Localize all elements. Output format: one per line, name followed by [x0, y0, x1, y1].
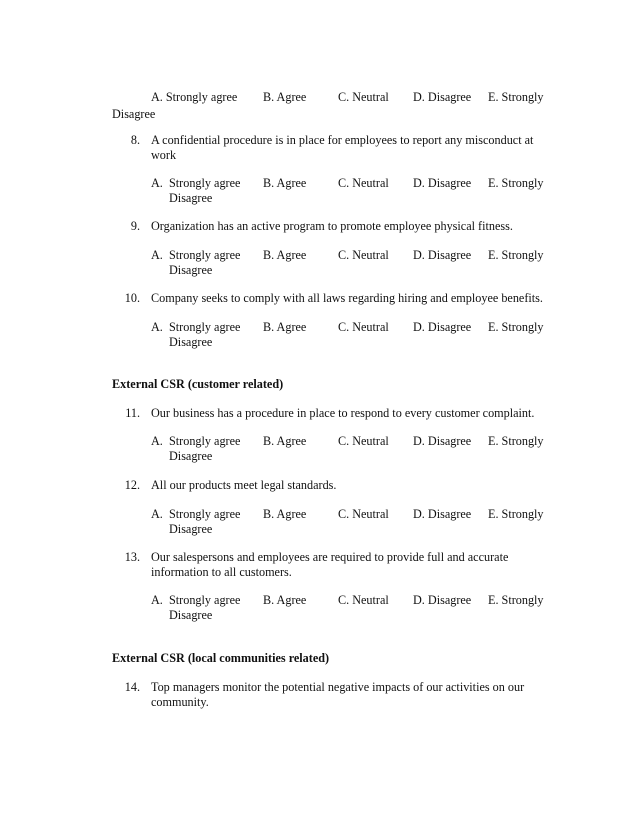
option-agree: B. Agree — [263, 320, 307, 334]
option-strongly-disagree-cont: Disagree — [169, 263, 213, 277]
option-strongly-disagree-cont: Disagree — [112, 107, 156, 121]
option-disagree: D. Disagree — [413, 507, 472, 521]
option-strongly-disagree: E. Strongly — [488, 320, 544, 334]
option-strongly-disagree-cont: Disagree — [169, 335, 213, 349]
option-strongly-agree: Strongly agree — [169, 434, 241, 448]
option-letter-a: A. — [151, 176, 163, 190]
question-text: Organization has an active program to promote employee physical fitness. — [151, 219, 513, 233]
option-agree: B. Agree — [263, 434, 307, 448]
option-strongly-disagree: E. Strongly — [488, 434, 544, 448]
question-number: 13. — [124, 550, 140, 564]
section-heading-community: External CSR (local communities related) — [112, 651, 330, 665]
question-number: 12. — [124, 478, 140, 492]
option-strongly-disagree: E. Strongly — [488, 176, 544, 190]
option-neutral: C. Neutral — [338, 593, 389, 607]
option-agree: B. Agree — [263, 176, 307, 190]
option-neutral: C. Neutral — [338, 320, 389, 334]
question-text: Company seeks to comply with all laws regarding hiring and employee benefits. — [151, 291, 543, 305]
option-disagree: D. Disagree — [413, 593, 472, 607]
question-text-cont: community. — [151, 695, 209, 709]
option-strongly-disagree: E. Strongly — [488, 248, 544, 262]
option-letter-a: A. — [151, 434, 163, 448]
option-strongly-agree: Strongly agree — [169, 593, 241, 607]
option-neutral: C. Neutral — [338, 507, 389, 521]
question-text-cont: information to all customers. — [151, 565, 292, 579]
option-agree: B. Agree — [263, 507, 307, 521]
option-strongly-disagree: E. Strongly — [488, 507, 544, 521]
option-strongly-disagree-cont: Disagree — [169, 191, 213, 205]
option-letter-a: A. — [151, 248, 163, 262]
option-letter-a: A. — [151, 320, 163, 334]
option-disagree: D. Disagree — [413, 90, 472, 104]
option-strongly-disagree-cont: Disagree — [169, 449, 213, 463]
option-strongly-disagree-cont: Disagree — [169, 608, 213, 622]
section-heading-customer: External CSR (customer related) — [112, 377, 284, 391]
option-strongly-disagree-cont: Disagree — [169, 522, 213, 536]
option-strongly-agree: Strongly agree — [169, 248, 241, 262]
option-strongly-agree: A. Strongly agree — [151, 90, 238, 104]
option-disagree: D. Disagree — [413, 176, 472, 190]
option-neutral: C. Neutral — [338, 90, 389, 104]
question-text: Our business has a procedure in place to respond to every customer complaint. — [151, 406, 535, 420]
option-disagree: D. Disagree — [413, 248, 472, 262]
option-strongly-disagree: E. Strongly — [488, 90, 544, 104]
option-agree: B. Agree — [263, 90, 307, 104]
question-text: A confidential procedure is in place for employees to report any misconduct at — [151, 133, 534, 147]
question-number: 10. — [124, 291, 140, 305]
question-text: Top managers monitor the potential negative impacts of our activities on our — [151, 680, 525, 694]
question-text: Our salespersons and employees are required to provide full and accurate — [151, 550, 509, 564]
option-neutral: C. Neutral — [338, 434, 389, 448]
option-letter-a: A. — [151, 507, 163, 521]
question-number: 9. — [130, 219, 140, 233]
option-letter-a: A. — [151, 593, 163, 607]
option-strongly-agree: Strongly agree — [169, 176, 241, 190]
option-neutral: C. Neutral — [338, 248, 389, 262]
question-number: 11. — [125, 406, 140, 420]
option-agree: B. Agree — [263, 248, 307, 262]
question-number: 8. — [130, 133, 140, 147]
option-neutral: C. Neutral — [338, 176, 389, 190]
option-agree: B. Agree — [263, 593, 307, 607]
option-disagree: D. Disagree — [413, 320, 472, 334]
question-text: All our products meet legal standards. — [151, 478, 337, 492]
option-strongly-disagree: E. Strongly — [488, 593, 544, 607]
option-strongly-agree: Strongly agree — [169, 320, 241, 334]
question-number: 14. — [124, 680, 140, 694]
question-text-cont: work — [151, 148, 177, 162]
option-strongly-agree: Strongly agree — [169, 507, 241, 521]
option-disagree: D. Disagree — [413, 434, 472, 448]
